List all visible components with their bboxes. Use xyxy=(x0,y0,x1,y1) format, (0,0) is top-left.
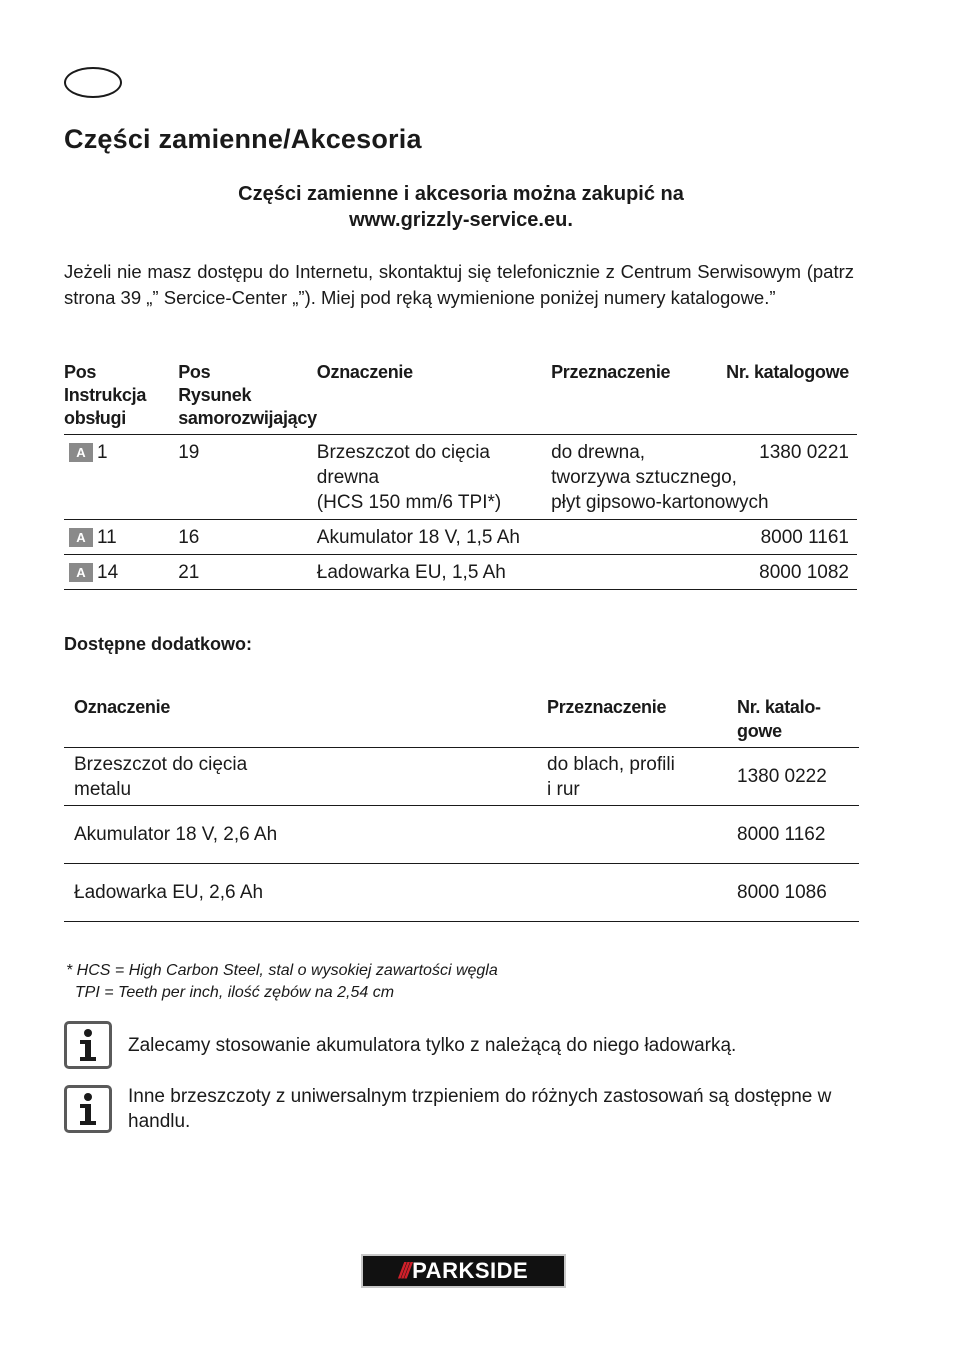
pos-manual: 1 xyxy=(97,442,108,463)
footnote-hcs: * HCS = High Carbon Steel, stal o wysokiej zawartości węgla xyxy=(66,962,498,979)
extras-table-header-row xyxy=(64,693,859,748)
header-catalog: Nr. katalo- gowe xyxy=(737,697,821,741)
header-purpose: Przeznaczenie xyxy=(547,697,667,717)
catalog-number: 8000 1162 xyxy=(737,824,826,845)
catalog-number: 1380 0222 xyxy=(737,766,827,787)
page-title: Części zamienne/Akcesoria xyxy=(64,124,422,154)
parts-table xyxy=(64,359,857,590)
designation: Brzeszczot do cięcia drewna (HCS 150 mm/6 TPI*) xyxy=(316,442,502,513)
info-icon xyxy=(64,1021,112,1069)
header-designation: Oznaczenie xyxy=(316,362,413,382)
footnotes xyxy=(66,960,498,1004)
header-purpose: Przeznaczenie xyxy=(551,362,671,382)
table-row xyxy=(64,520,857,555)
parkside-logo xyxy=(361,1254,566,1288)
purpose xyxy=(551,520,713,555)
lead-line-2: www.grizzly-service.eu. xyxy=(349,209,573,231)
purpose xyxy=(537,806,727,864)
header-pos-drawing: Pos Rysunek samorozwijający xyxy=(178,362,317,428)
designation: Akumulator 18 V, 1,5 Ah xyxy=(316,527,520,548)
footnote-tpi: TPI = Teeth per inch, ilość zębów na 2,54 cm xyxy=(66,984,395,1001)
purpose xyxy=(551,555,713,590)
designation: Brzeszczot do cięcia metalu xyxy=(74,753,248,800)
lead-notice xyxy=(64,181,858,233)
table-row xyxy=(64,748,859,806)
table-row xyxy=(64,435,857,520)
logo-bars: /// xyxy=(398,1258,409,1283)
table-row xyxy=(64,864,859,922)
header-catalog: Nr. katalogowe xyxy=(726,362,849,382)
intro-paragraph: Jeżeli nie masz dostępu do Internetu, skontaktuj się telefonicznie z Centrum Serwisowym (patrz strona 39 „” Sercice-Center „”). Miej pod ręką wymienione poniżej numery katalogowe.” xyxy=(64,261,854,308)
info-note xyxy=(64,1084,858,1134)
table-row xyxy=(64,555,857,590)
pos-drawing: 19 xyxy=(178,442,200,463)
extras-title: Dostępne dodatkowo: xyxy=(64,634,252,654)
info-note xyxy=(64,1021,858,1069)
lead-line-1: Części zamienne i akcesoria można zakupić na xyxy=(238,183,684,205)
designation: Akumulator 18 V, 2,6 Ah xyxy=(74,824,278,845)
language-indicator-oval xyxy=(64,67,122,98)
designation: Ładowarka EU, 2,6 Ah xyxy=(74,882,264,903)
extras-table xyxy=(64,693,859,922)
purpose xyxy=(537,864,727,922)
purpose: do drewna, 1380 0221 tworzywa sztucznego, płyt gipsowo-kartonowych xyxy=(551,435,857,520)
designation: Ładowarka EU, 1,5 Ah xyxy=(316,562,506,583)
pos-manual: 14 xyxy=(97,562,119,583)
figure-badge: A xyxy=(69,563,93,582)
header-designation: Oznaczenie xyxy=(74,697,171,717)
pos-manual: 11 xyxy=(97,527,117,548)
pos-drawing: 16 xyxy=(178,527,200,548)
logo-text: PARKSIDE xyxy=(412,1258,529,1283)
info-icon xyxy=(64,1085,112,1133)
info-note-text: Zalecamy stosowanie akumulatora tylko z należącą do niego ładowarką. xyxy=(128,1034,737,1056)
parts-table-header-row xyxy=(64,359,857,435)
catalog-number: 8000 1082 xyxy=(759,562,849,583)
header-pos-manual: Pos Instrukcja obsługi xyxy=(64,362,147,428)
info-note-text: Inne brzeszczoty z uniwersalnym trzpieniem do różnych zastosowań są dostępne w handlu. xyxy=(128,1086,832,1132)
pos-drawing: 21 xyxy=(178,562,200,583)
purpose: do blach, profili i rur xyxy=(547,753,675,800)
catalog-number: 1380 0221 xyxy=(759,442,849,463)
table-row xyxy=(64,806,859,864)
catalog-number: 8000 1086 xyxy=(737,882,827,903)
catalog-number: 8000 1161 xyxy=(760,527,849,548)
figure-badge: A xyxy=(69,443,93,462)
figure-badge: A xyxy=(69,528,93,547)
